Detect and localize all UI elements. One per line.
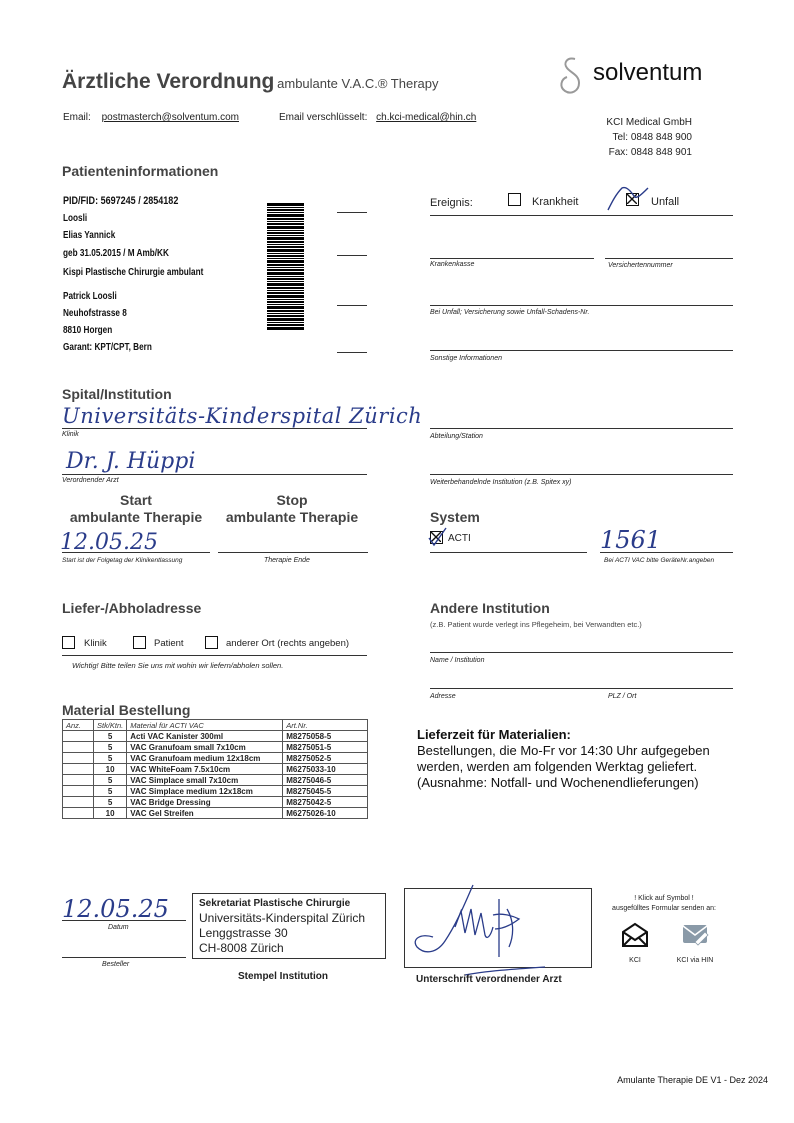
insured-no-line [605,258,733,259]
pack-cell: 5 [94,742,127,753]
col-material-header: Material für ACTI VAC [127,720,283,731]
delivery-note: Wichtig! Bitte teilen Sie uns mit wohin wir liefern/abholen sollen. [72,661,284,670]
send-kci-button[interactable] [619,922,651,966]
qty-cell[interactable] [63,786,94,797]
pack-cell: 5 [94,753,127,764]
qty-cell[interactable] [63,775,94,786]
qty-cell[interactable] [63,731,94,742]
send-hin-label: KCI via HIN [676,957,714,964]
therapy-start-value: 12.05.25 [60,530,158,555]
pack-cell: 5 [94,731,127,742]
accident-info-caption: Bei Unfall; Versicherung sowie Unfall-Schadens-Nr. [430,309,590,316]
stamp-caption: Stempel Institution [238,971,328,982]
clinic-caption: Klinik [62,431,79,438]
system-acti-label: ACTI [448,533,471,544]
delivery-patient-checkbox[interactable] [133,636,146,649]
qty-cell[interactable] [63,808,94,819]
therapy-stop-heading [218,492,366,526]
other-institution-zip-caption: PLZ / Ort [608,693,637,700]
pack-cell: 5 [94,786,127,797]
patient-line-guarantor: Garant: KPT/CPT, Bern [63,342,152,353]
patient-line-surname: Loosli [63,213,88,224]
stamp-line-3: Lenggstrasse 30 [199,926,288,940]
patient-line-pid: PID/FID: 5697245 / 2854182 [63,195,179,207]
device-number-value: 1561 [600,526,662,554]
event-label: Ereignis: [430,197,473,209]
material-cell: VAC Simplace medium 12x18cm [127,786,283,797]
delivery-time-heading: Lieferzeit für Materialien: [417,727,571,742]
table-row [63,775,368,786]
qty-cell[interactable] [63,742,94,753]
other-info-line [430,350,733,351]
table-row [63,742,368,753]
art-cell: M8275045-5 [283,786,368,797]
doctor-line [62,474,367,475]
table-row [63,808,368,819]
stamp-box [192,893,386,959]
therapy-stop-line2: ambulante Therapie [225,509,359,525]
company-block [606,115,692,160]
material-cell: VAC Granufoam small 7x10cm [127,742,283,753]
patient-line-firstname: Elias Yannick [63,230,116,241]
stamp-line-4: CH-8008 Zürich [199,941,284,955]
delivery-other-label: anderer Ort (rechts angeben) [226,638,350,649]
email-encrypted-row [279,112,476,123]
other-institution-name-caption: Name / Institution [430,657,485,664]
patient-line-1 [337,212,367,213]
art-cell: M6275033-10 [283,764,368,775]
form-title [62,70,438,94]
accident-info-line [430,305,733,306]
table-row [63,797,368,808]
other-info-caption: Sonstige Informationen [430,355,502,362]
send-hint: ausgefülltes Formular senden an: [612,905,716,912]
material-cell: VAC WhiteFoam 7.5x10cm [127,764,283,775]
doctor-signature [395,875,595,985]
therapy-end-caption: Therapie Ende [264,557,310,564]
department-line [430,428,733,429]
solventum-logo [557,55,727,99]
signature-box[interactable] [404,888,592,968]
email-link[interactable]: postmasterch@solventum.com [101,112,239,123]
insured-no-caption: Versichertennummer [608,262,673,269]
further-institution-line [430,474,733,475]
patient-heading: Patienteninformationen [62,163,219,179]
qty-cell[interactable] [63,753,94,764]
art-cell: M6275026-10 [283,808,368,819]
solventum-wordmark: solventum [593,59,703,86]
other-institution-sub: (z.B. Patient wurde verlegt ins Pflegeheim, bei Verwandten etc.) [430,620,642,629]
qty-cell[interactable] [63,797,94,808]
material-cell: VAC Granufoam medium 12x18cm [127,753,283,764]
art-cell: M8275058-5 [283,731,368,742]
art-cell: M8275046-5 [283,775,368,786]
patient-line-contact: Patrick Loosli [63,291,117,302]
send-kci-label: KCI [629,957,641,964]
email-encrypted-link[interactable]: ch.kci-medical@hin.ch [376,112,477,123]
click-hint: ! Klick auf Symbol ! [634,895,694,902]
orderer-caption: Besteller [102,961,130,968]
material-cell: Acti VAC Kanister 300ml [127,731,283,742]
event-illness-checkbox[interactable] [508,193,521,206]
doctor-caption: Verordnender Arzt [62,477,119,484]
col-pack-header: Stk/Ktn. [94,720,127,731]
patient-line-3 [337,305,367,306]
insurer-line [430,258,594,259]
art-cell: M8275051-5 [283,742,368,753]
patient-line-ward: Kispi Plastische Chirurgie ambulant [63,267,204,278]
further-institution-caption: Weiterbehandelnde Institution (z.B. Spitex xy) [430,479,572,486]
therapy-start-line1: Start [120,492,152,508]
system-line [430,552,587,553]
delivery-time-line-1: Bestellungen, die Mo-Fr vor 14:30 Uhr aufgegeben [417,743,710,758]
system-heading: System [430,509,480,525]
col-art-header: Art.Nr. [283,720,368,731]
order-date-value: 12.05.25 [62,895,169,923]
materials-table [62,719,368,819]
therapy-start-line [62,552,210,553]
form-title-main: Ärztliche Verordnung [62,70,275,93]
envelope-pen-icon [681,922,709,946]
other-institution-name-line [430,652,733,653]
other-institution-address-caption: Adresse [430,693,456,700]
table-row [63,731,368,742]
form-title-sub: ambulante V.A.C.® Therapy [277,76,439,91]
materials-header-row [63,720,368,731]
material-cell: VAC Bridge Dressing [127,797,283,808]
delivery-other-checkbox[interactable] [205,636,218,649]
therapy-start-line2: ambulante Therapie [69,509,203,525]
send-instructions [596,894,732,914]
patient-line-city: 8810 Horgen [63,325,113,336]
col-qty-header: Anz. [63,720,94,731]
patient-line-4 [337,352,367,353]
order-date-line [62,920,186,921]
table-row [63,753,368,764]
doctor-value: Dr. J. Hüppi [66,449,196,474]
envelope-icon [621,922,649,948]
email-encrypted-label: Email verschlüsselt: [279,112,368,123]
delivery-clinic-label: Klinik [84,638,107,649]
patient-line-2 [337,255,367,256]
solventum-s-icon [557,55,585,99]
delivery-time-block [417,727,710,791]
clinic-value: Universitäts-Kinderspital Zürich [62,404,423,428]
institution-heading: Spital/Institution [62,386,172,402]
art-cell: M8275042-5 [283,797,368,808]
event-underline [430,215,733,216]
email-row [63,112,239,123]
device-number-caption: Bei ACTI VAC bitte GeräteNr.angeben [604,557,715,564]
device-number-line [600,552,733,553]
pack-cell: 5 [94,775,127,786]
delivery-time-line-2: werden, werden am folgenden Werktag geliefert. [417,759,698,774]
therapy-end-line [218,552,368,553]
event-illness-label: Krankheit [532,196,579,208]
delivery-clinic-checkbox[interactable] [62,636,75,649]
therapy-start-caption: Start ist der Folgetag der Klinikentlassung [62,557,183,564]
therapy-start-heading [62,492,210,526]
patient-barcode [267,203,304,330]
handwritten-check-mark-icon [606,184,650,214]
other-institution-heading: Andere Institution [430,600,550,616]
insurer-caption: Krankenkasse [430,261,475,268]
event-accident-label: Unfall [651,196,680,208]
therapy-stop-line1: Stop [276,492,308,508]
material-cell: VAC Simplace small 7x10cm [127,775,283,786]
art-cell: M8275052-5 [283,753,368,764]
patient-line-birth: geb 31.05.2015 / M Amb/KK [63,248,169,259]
company-name: KCI Medical GmbH [606,117,692,128]
send-hin-button[interactable] [672,922,718,966]
pack-cell: 5 [94,797,127,808]
department-caption: Abteilung/Station [430,433,483,440]
table-row [63,786,368,797]
delivery-line [62,655,367,656]
patient-line-street: Neuhofstrasse 8 [63,308,127,319]
stamp-line-2: Universitäts-Kinderspital Zürich [199,911,366,925]
stamp-line-1: Sekretariat Plastische Chirurgie [199,898,351,909]
delivery-patient-label: Patient [154,638,184,649]
handwritten-check-mark-icon [426,526,448,548]
signature-caption: Unterschrift verordnender Arzt [416,974,562,985]
company-fax: Fax: 0848 848 901 [608,147,692,158]
company-tel: Tel: 0848 848 900 [612,132,692,143]
clinic-line [62,428,367,429]
orderer-line [62,957,186,958]
material-cell: VAC Gel Streifen [127,808,283,819]
pack-cell: 10 [94,808,127,819]
delivery-heading: Liefer-/Abholadresse [62,600,202,616]
delivery-time-line-3: (Ausnahme: Notfall- und Wochenendlieferungen) [417,775,699,790]
order-date-caption: Datum [108,924,129,931]
qty-cell[interactable] [63,764,94,775]
form-version: Amulante Therapie DE V1 - Dez 2024 [617,1075,768,1085]
materials-heading: Material Bestellung [62,702,191,718]
pack-cell: 10 [94,764,127,775]
other-institution-address-line [430,688,733,689]
email-label: Email: [63,112,91,123]
table-row [63,764,368,775]
